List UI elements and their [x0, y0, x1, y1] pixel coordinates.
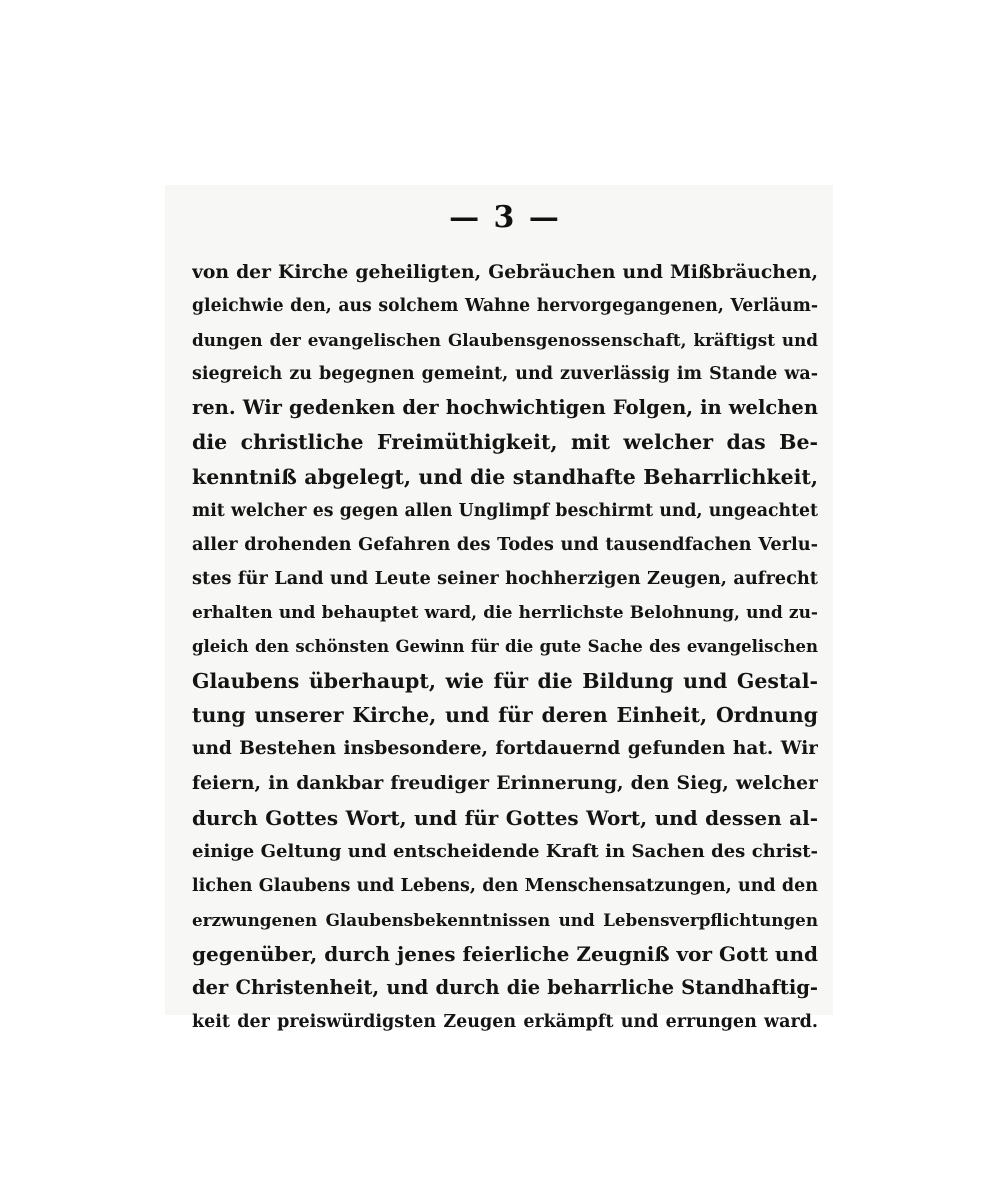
text-line: einige Geltung und entscheidende Kraft in Sachen des christ- — [192, 840, 818, 862]
text-line: aller drohenden Gefahren des Todes und tausendfachen Verlu- — [192, 533, 818, 555]
text-line: siegreich zu begegnen gemeint, und zuverlässig im Stande wa- — [192, 364, 818, 385]
body-text — [192, 255, 818, 1039]
text-line: von der Kirche geheiligten, Gebräuchen und Mißbräuchen, — [192, 261, 818, 283]
text-line: lichen Glaubens und Lebens, den Menschensatzungen, und den — [192, 875, 818, 896]
text-line: und Bestehen insbesondere, fortdauernd gefunden hat. Wir — [192, 738, 818, 760]
text-line: gleichwie den, aus solchem Wahne hervorgegangenen, Verläum- — [192, 296, 818, 317]
text-line: durch Gottes Wort, und für Gottes Wort, und dessen al- — [192, 805, 818, 830]
text-line: mit welcher es gegen allen Unglimpf beschirmt und, ungeachtet — [192, 500, 818, 521]
text-line: gleich den schönsten Gewinn für die gute Sache des evangelischen — [192, 637, 818, 657]
text-line: stes für Land und Leute seiner hochherzigen Zeugen, aufrecht — [192, 567, 818, 589]
page-number: — 3 — — [449, 200, 561, 235]
text-line: kenntniß abgelegt, und die standhafte Beharrlichkeit, — [192, 464, 818, 489]
text-line: keit der preiswürdigsten Zeugen erkämpft und errungen ward. — [192, 1012, 818, 1033]
text-line: der Christenheit, und durch die beharrliche Standhaftig- — [192, 975, 818, 999]
text-line: erhalten und behauptet ward, die herrlichste Belohnung, und zu- — [192, 602, 818, 623]
text-line: feiern, in dankbar freudiger Erinnerung, den Sieg, welcher — [192, 772, 818, 795]
text-line: erzwungenen Glaubensbekenntnissen und Lebensverpflichtungen — [192, 909, 818, 930]
text-line: gegenüber, durch jenes feierliche Zeugniß vor Gott und — [192, 941, 818, 966]
text-line: tung unserer Kirche, und für deren Einheit, Ordnung — [192, 703, 818, 728]
text-line: ren. Wir gedenken der hochwichtigen Folgen, in welchen — [192, 396, 818, 420]
text-line: dungen der evangelischen Glaubensgenossenschaft, kräftigst und — [192, 330, 818, 351]
text-line: Glaubens überhaupt, wie für die Bildung und Gestal- — [192, 669, 818, 694]
text-line: die christliche Freimüthigkeit, mit welcher das Be- — [192, 430, 818, 455]
